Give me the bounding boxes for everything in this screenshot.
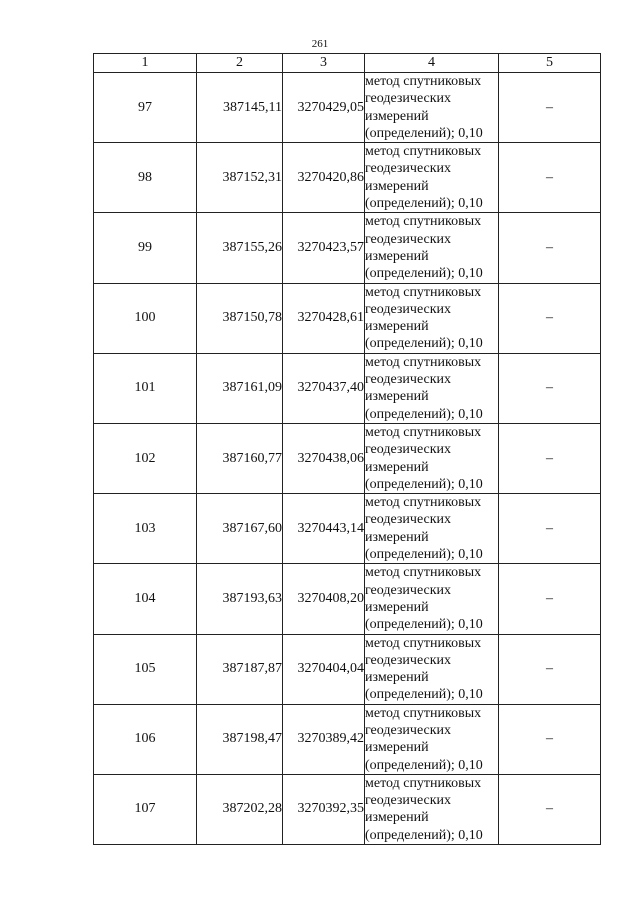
method-text-line: метод спутниковых: [365, 214, 482, 230]
method-text-line: метод спутниковых: [365, 354, 482, 370]
method-text-line: измерений: [365, 459, 429, 475]
method-text-line: (определений); 0,10: [365, 476, 483, 492]
method-text-line: метод спутниковых: [365, 635, 482, 651]
point-number-cell: 98: [94, 143, 197, 213]
method-cell: [365, 73, 499, 143]
note-cell: –: [499, 353, 601, 423]
method-text-line: измерений: [365, 389, 429, 405]
method-text-line: метод спутниковых: [365, 705, 482, 721]
x-coordinate-cell: 387198,47: [197, 704, 283, 774]
method-text-line: (определений); 0,10: [365, 617, 483, 633]
y-coordinate-cell: 3270443,14: [283, 494, 365, 564]
table-row: [94, 423, 601, 493]
x-coordinate-cell: 387160,77: [197, 423, 283, 493]
method-text-line: измерений: [365, 670, 429, 686]
method-text-line: измерений: [365, 810, 429, 826]
table-row: [94, 564, 601, 634]
method-cell: [365, 704, 499, 774]
method-text-line: (определений); 0,10: [365, 687, 483, 703]
method-text-line: геодезических: [365, 512, 452, 528]
method-text-line: геодезических: [365, 582, 452, 598]
column-header-1: 1: [94, 54, 197, 73]
method-text-line: измерений: [365, 599, 429, 615]
method-text-line: геодезических: [365, 301, 452, 317]
method-cell: [365, 423, 499, 493]
method-text-line: измерений: [365, 319, 429, 335]
method-cell: [365, 634, 499, 704]
method-text-line: геодезических: [365, 793, 452, 809]
point-number-cell: 99: [94, 213, 197, 283]
column-header-3: 3: [283, 54, 365, 73]
method-cell: [365, 774, 499, 844]
note-cell: –: [499, 423, 601, 493]
point-number-cell: 97: [94, 73, 197, 143]
point-number-cell: 105: [94, 634, 197, 704]
method-cell: [365, 494, 499, 564]
method-text-line: (определений); 0,10: [365, 196, 483, 212]
table-row: [94, 774, 601, 844]
method-text-line: измерений: [365, 178, 429, 194]
method-text-line: метод спутниковых: [365, 495, 482, 511]
point-number-cell: 102: [94, 423, 197, 493]
method-text-line: геодезических: [365, 652, 452, 668]
method-text-line: геодезических: [365, 722, 452, 738]
note-cell: –: [499, 143, 601, 213]
x-coordinate-cell: 387161,09: [197, 353, 283, 423]
note-cell: –: [499, 774, 601, 844]
method-text-line: метод спутниковых: [365, 284, 482, 300]
x-coordinate-cell: 387155,26: [197, 213, 283, 283]
method-text-line: (определений); 0,10: [365, 266, 483, 282]
table-row: [94, 283, 601, 353]
method-text-line: метод спутниковых: [365, 565, 482, 581]
note-cell: –: [499, 213, 601, 283]
note-cell: –: [499, 634, 601, 704]
note-cell: –: [499, 283, 601, 353]
method-text-line: метод спутниковых: [365, 775, 482, 791]
method-text-line: (определений); 0,10: [365, 406, 483, 422]
column-header-5: 5: [499, 54, 601, 73]
note-cell: –: [499, 564, 601, 634]
method-text-line: (определений); 0,10: [365, 547, 483, 563]
y-coordinate-cell: 3270389,42: [283, 704, 365, 774]
column-header-2: 2: [197, 54, 283, 73]
y-coordinate-cell: 3270423,57: [283, 213, 365, 283]
method-text-line: геодезических: [365, 372, 452, 388]
note-cell: –: [499, 73, 601, 143]
point-number-cell: 103: [94, 494, 197, 564]
coordinates-table: [93, 53, 601, 845]
method-text-line: геодезических: [365, 91, 452, 107]
table-row: [94, 213, 601, 283]
point-number-cell: 106: [94, 704, 197, 774]
method-text-line: измерений: [365, 248, 429, 264]
table-row: [94, 704, 601, 774]
x-coordinate-cell: 387167,60: [197, 494, 283, 564]
method-text-line: (определений); 0,10: [365, 757, 483, 773]
method-text-line: геодезических: [365, 231, 452, 247]
point-number-cell: 104: [94, 564, 197, 634]
point-number-cell: 101: [94, 353, 197, 423]
method-text-line: геодезических: [365, 442, 452, 458]
method-cell: [365, 143, 499, 213]
method-text-line: (определений); 0,10: [365, 336, 483, 352]
x-coordinate-cell: 387145,11: [197, 73, 283, 143]
method-cell: [365, 213, 499, 283]
note-cell: –: [499, 704, 601, 774]
y-coordinate-cell: 3270408,20: [283, 564, 365, 634]
method-cell: [365, 353, 499, 423]
table-row: [94, 73, 601, 143]
method-text-line: (определений); 0,10: [365, 125, 483, 141]
x-coordinate-cell: 387152,31: [197, 143, 283, 213]
method-text-line: измерений: [365, 740, 429, 756]
x-coordinate-cell: 387150,78: [197, 283, 283, 353]
point-number-cell: 107: [94, 774, 197, 844]
note-cell: –: [499, 494, 601, 564]
method-text-line: метод спутниковых: [365, 144, 482, 160]
y-coordinate-cell: 3270438,06: [283, 423, 365, 493]
table-header-row: [94, 54, 601, 73]
table-row: [94, 353, 601, 423]
method-text-line: метод спутниковых: [365, 74, 482, 89]
table-row: [94, 634, 601, 704]
x-coordinate-cell: 387202,28: [197, 774, 283, 844]
table-row: [94, 143, 601, 213]
y-coordinate-cell: 3270420,86: [283, 143, 365, 213]
y-coordinate-cell: 3270392,35: [283, 774, 365, 844]
method-text-line: геодезических: [365, 161, 452, 177]
method-text-line: (определений); 0,10: [365, 827, 483, 843]
y-coordinate-cell: 3270404,04: [283, 634, 365, 704]
x-coordinate-cell: 387187,87: [197, 634, 283, 704]
table-row: [94, 494, 601, 564]
y-coordinate-cell: 3270428,61: [283, 283, 365, 353]
method-text-line: измерений: [365, 108, 429, 124]
method-text-line: измерений: [365, 529, 429, 545]
x-coordinate-cell: 387193,63: [197, 564, 283, 634]
point-number-cell: 100: [94, 283, 197, 353]
y-coordinate-cell: 3270437,40: [283, 353, 365, 423]
column-header-4: 4: [365, 54, 499, 73]
method-text-line: метод спутниковых: [365, 424, 482, 440]
method-cell: [365, 283, 499, 353]
y-coordinate-cell: 3270429,05: [283, 73, 365, 143]
page-number: 261: [311, 38, 329, 50]
method-cell: [365, 564, 499, 634]
